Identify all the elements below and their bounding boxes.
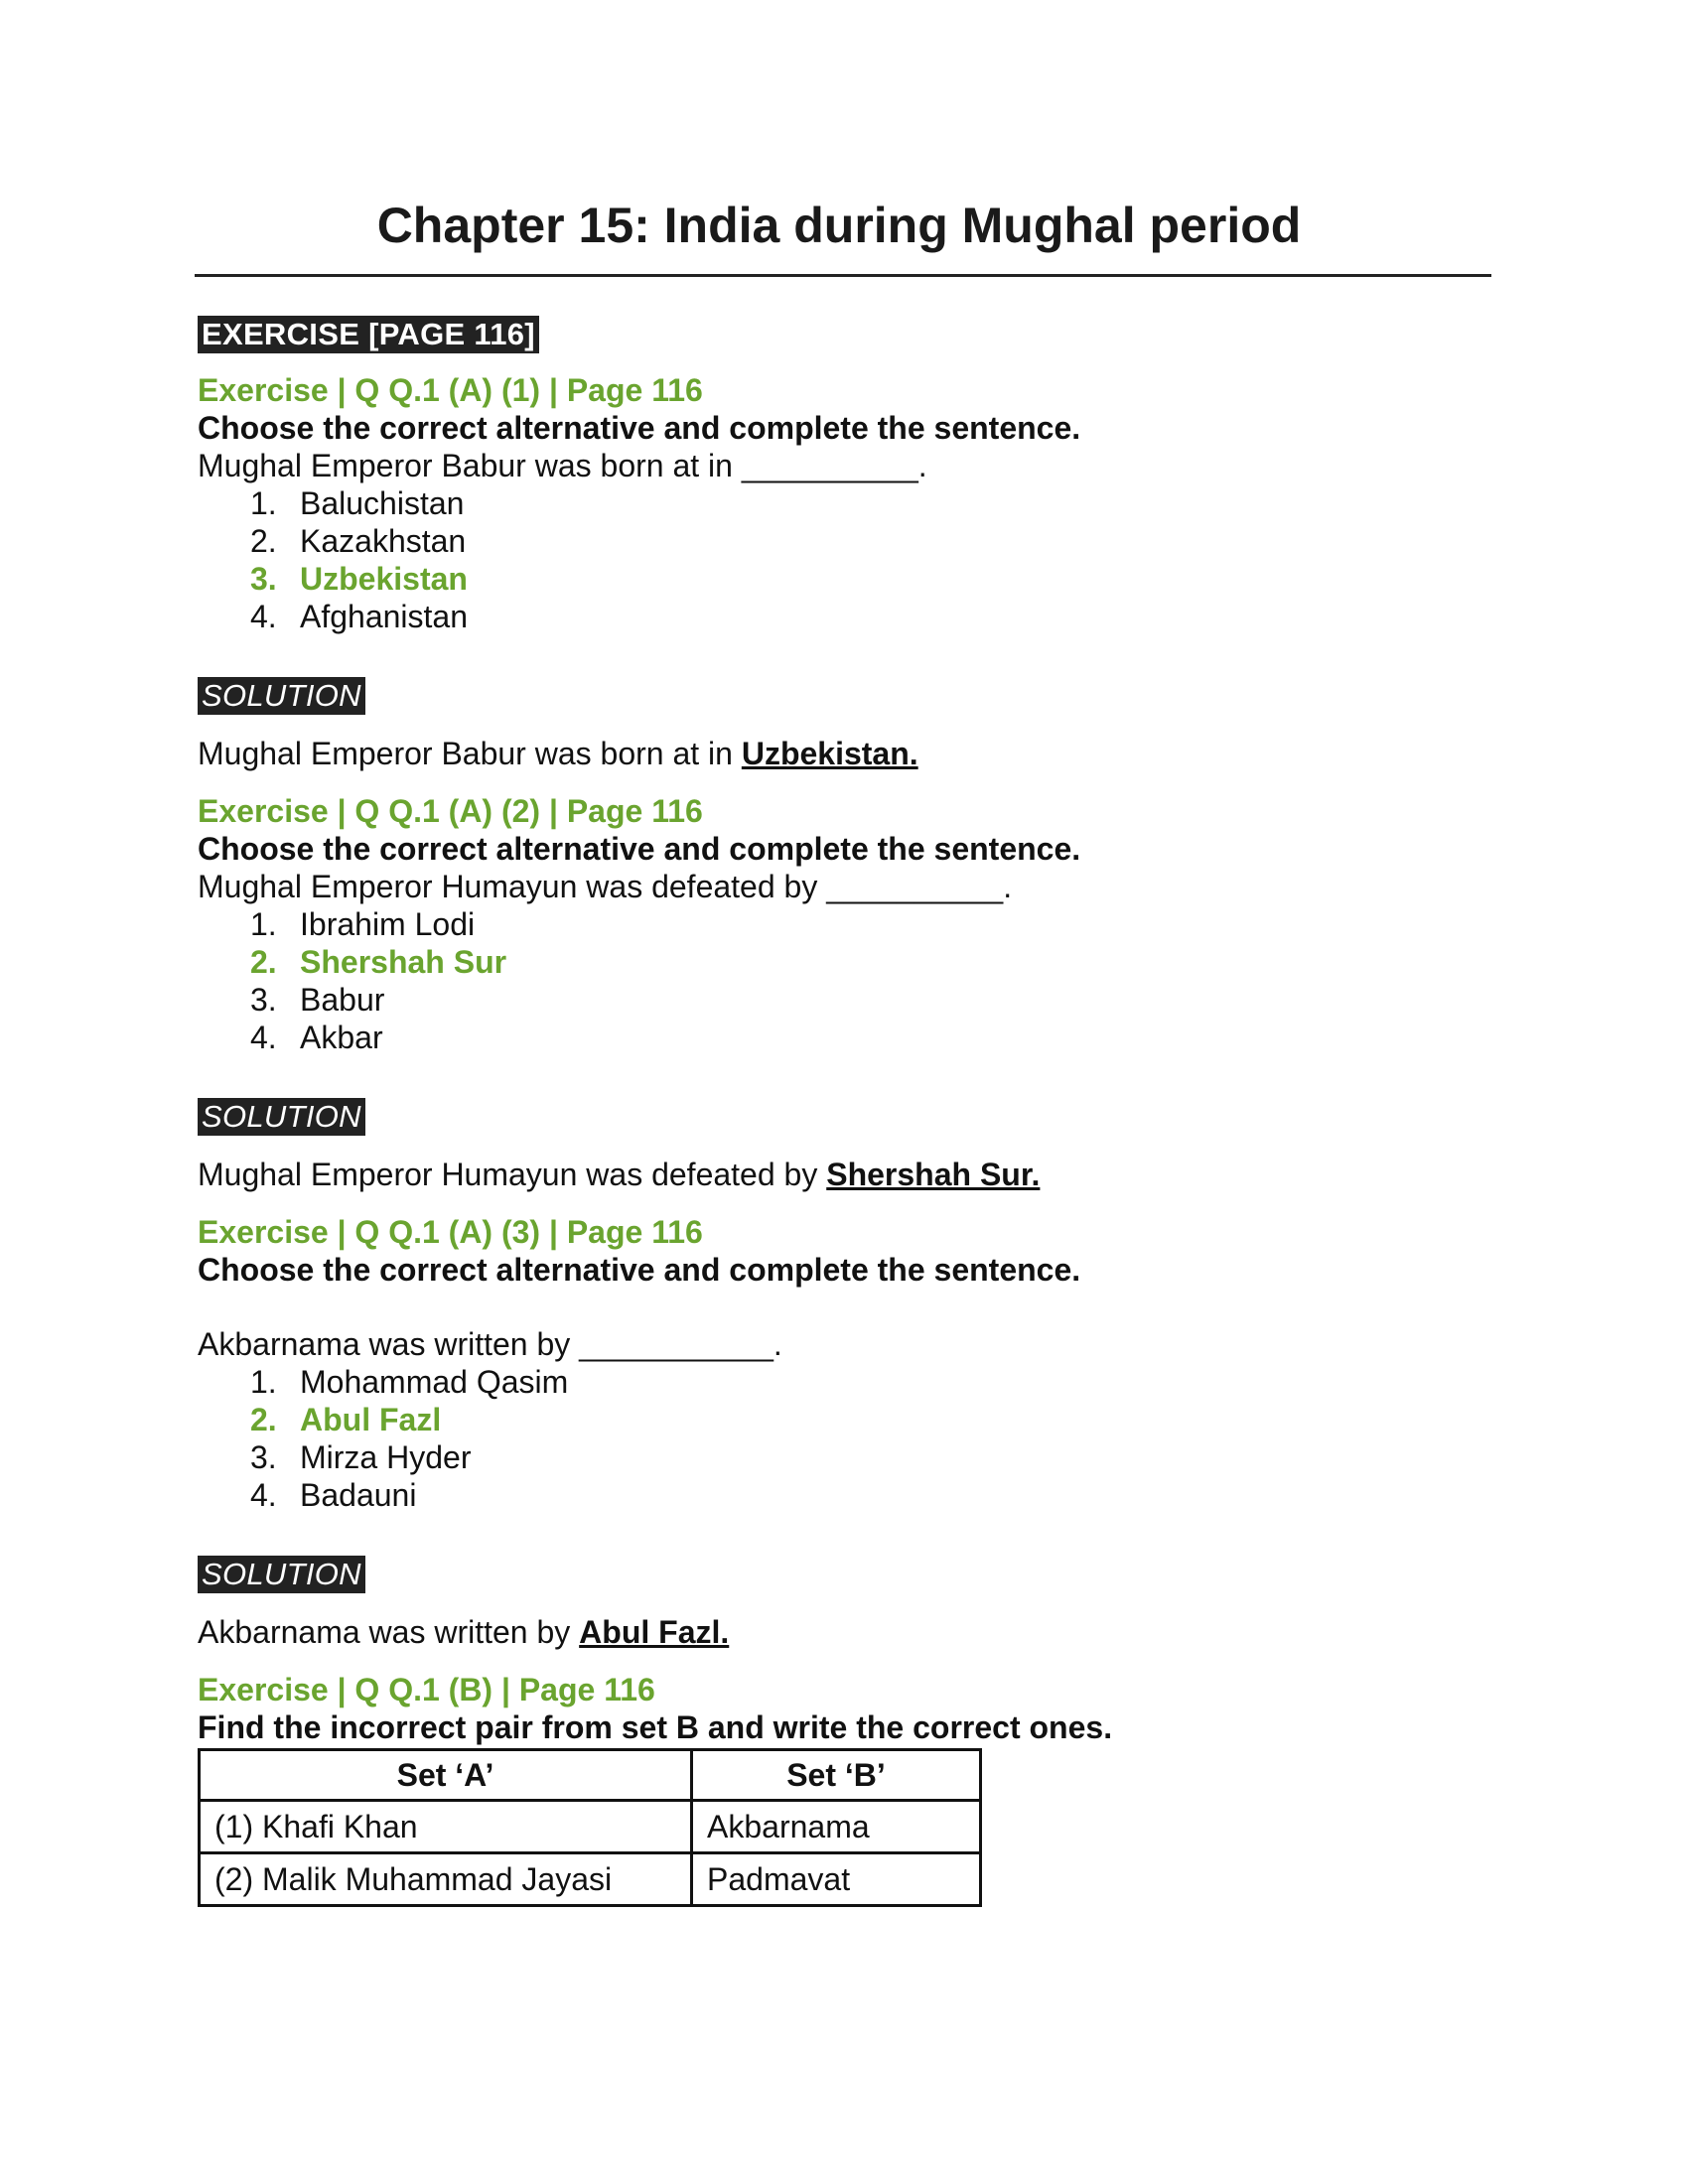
answer-highlight: Uzbekistan. [741, 736, 918, 771]
question-block-4 [198, 1671, 1508, 1907]
pairs-table [198, 1748, 982, 1907]
option-correct: 3. Uzbekistan [250, 561, 468, 597]
answer-text: Mughal Emperor Babur was born at in Uzbekistan. [198, 736, 918, 771]
option-correct: 2. Shershah Sur [250, 944, 507, 980]
options-list [198, 905, 1508, 1056]
instruction: Choose the correct alternative and complete the sentence. [198, 410, 1081, 446]
solution-badge: SOLUTION [198, 1556, 365, 1593]
option: 1. Ibrahim Lodi [250, 906, 476, 942]
answer-text: Akbarnama was written by Abul Fazl. [198, 1614, 730, 1650]
instruction: Find the incorrect pair from set B and write the correct ones. [198, 1709, 1113, 1745]
option: 4. Afghanistan [250, 599, 469, 634]
option: 1. Mohammad Qasim [250, 1364, 569, 1400]
instruction: Choose the correct alternative and complete the sentence. [198, 1252, 1081, 1288]
answer-highlight: Abul Fazl. [579, 1614, 730, 1650]
table-row [200, 1801, 981, 1853]
option: 3. Mirza Hyder [250, 1439, 472, 1475]
solution-badge: SOLUTION [198, 677, 365, 715]
option: 1. Baluchistan [250, 485, 465, 521]
option: 4. Akbar [250, 1020, 383, 1055]
exercise-badge: EXERCISE [PAGE 116] [198, 316, 539, 353]
options-list [198, 1363, 1508, 1514]
answer-text: Mughal Emperor Humayun was defeated by Shershah Sur. [198, 1157, 1041, 1192]
options-list [198, 484, 1508, 635]
column-header: Set ‘A’ [200, 1750, 692, 1801]
question-block-1 [198, 371, 1508, 772]
document-body [198, 316, 1508, 1907]
table-cell: (2) Malik Muhammad Jayasi [200, 1853, 692, 1906]
option-correct: 2. Abul Fazl [250, 1402, 442, 1437]
table-header-row [200, 1750, 981, 1801]
question-text: Akbarnama was written by ___________. [198, 1326, 782, 1362]
title-divider [195, 274, 1491, 277]
question-text: Mughal Emperor Humayun was defeated by __________. [198, 869, 1013, 904]
question-block-3 [198, 1213, 1508, 1651]
option: 3. Babur [250, 982, 385, 1018]
table-cell: Akbarnama [692, 1801, 981, 1853]
question-text: Mughal Emperor Babur was born at in __________. [198, 448, 927, 483]
exercise-header: Exercise | Q Q.1 (B) | Page 116 [198, 1672, 655, 1707]
solution-badge: SOLUTION [198, 1098, 365, 1136]
question-block-2 [198, 792, 1508, 1193]
exercise-header: Exercise | Q Q.1 (A) (1) | Page 116 [198, 372, 703, 408]
exercise-header: Exercise | Q Q.1 (A) (3) | Page 116 [198, 1214, 703, 1250]
page-title: Chapter 15: India during Mughal period [376, 198, 1302, 253]
instruction: Choose the correct alternative and complete the sentence. [198, 831, 1081, 867]
table-row [200, 1853, 981, 1906]
exercise-header: Exercise | Q Q.1 (A) (2) | Page 116 [198, 793, 703, 829]
option: 2. Kazakhstan [250, 523, 467, 559]
table-cell: (1) Khafi Khan [200, 1801, 692, 1853]
answer-highlight: Shershah Sur. [826, 1157, 1041, 1192]
option: 4. Badauni [250, 1477, 417, 1513]
table-cell: Padmavat [692, 1853, 981, 1906]
column-header: Set ‘B’ [692, 1750, 981, 1801]
